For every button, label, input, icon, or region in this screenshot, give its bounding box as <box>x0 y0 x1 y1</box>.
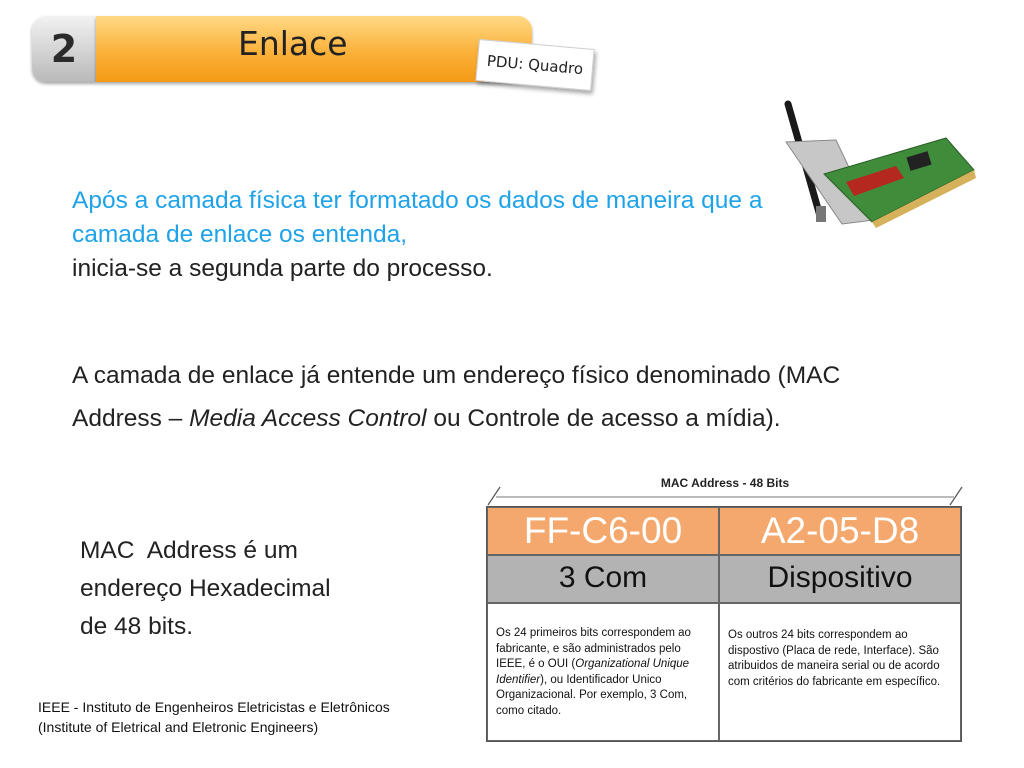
mac-address-diagram <box>486 476 964 744</box>
device-desc-text: Os outros 24 bits correspondem ao dispostivo (Placa de rede, Interface). São atribuidos de maneira serial ou de acordo com critérios do fabricante em específico. <box>728 629 941 688</box>
hex-note-line-2: endereço Hexadecimal <box>80 575 331 602</box>
oui-desc-part-2: ), ou Identificador Unico Organizacional. Por exemplo, 3 Com, como citado. <box>496 673 688 717</box>
section-header <box>32 16 532 82</box>
hex-note <box>80 532 440 646</box>
mac-definition-end: ou Controle de acesso a mídia). <box>426 405 781 432</box>
footnote-line-1: IEEE - Instituto de Engenheiros Eletricistas e Eletrônicos <box>38 699 390 715</box>
hex-note-line-1: MAC Address é um <box>80 537 298 564</box>
mac-width-indicator <box>486 483 964 507</box>
mac-oui-label: 3 Com <box>487 555 719 603</box>
intro-paragraph <box>72 184 792 286</box>
hex-note-line-3: de 48 bits. <box>80 613 194 640</box>
intro-black-text: inicia-se a segunda parte do processo. <box>72 255 493 282</box>
mac-device-hex: A2-05-D8 <box>719 507 961 555</box>
mac-definition-paragraph <box>72 354 892 440</box>
footnote-line-2: (Institute of Eletrical and Eletronic Engineers) <box>38 719 319 735</box>
ieee-footnote <box>38 697 498 737</box>
mac-device-description <box>719 603 961 741</box>
mac-definition-start: A camada de enlace já entende um endereço físico denominado (MAC Address – <box>72 362 841 432</box>
mac-device-label: Dispositivo <box>719 555 961 603</box>
wireless-network-card-icon <box>776 98 976 234</box>
mac-oui-description <box>487 603 719 741</box>
oui-desc-italic: Organizational Unique Identifier <box>496 658 690 686</box>
section-title-bar <box>96 16 532 82</box>
oui-desc-part-1: Os 24 primeiros bits correspondem ao fabricante, e são administrados pelo IEEE, é o OUI ( <box>496 627 691 670</box>
intro-blue-text: Após a camada física ter formatado os dados de maneira que a camada de enlace os entenda, <box>72 187 763 248</box>
section-title: Enlace <box>238 24 348 63</box>
section-number-box <box>32 16 96 82</box>
mac-definition-italic: Media Access Control <box>189 405 427 432</box>
mac-diagram-title: MAC Address - 48 Bits <box>660 476 790 490</box>
section-number: 2 <box>50 27 78 71</box>
mac-oui-hex: FF-C6-00 <box>487 507 719 555</box>
mac-table <box>486 506 962 742</box>
pdu-label: PDU: Quadro <box>475 39 594 91</box>
